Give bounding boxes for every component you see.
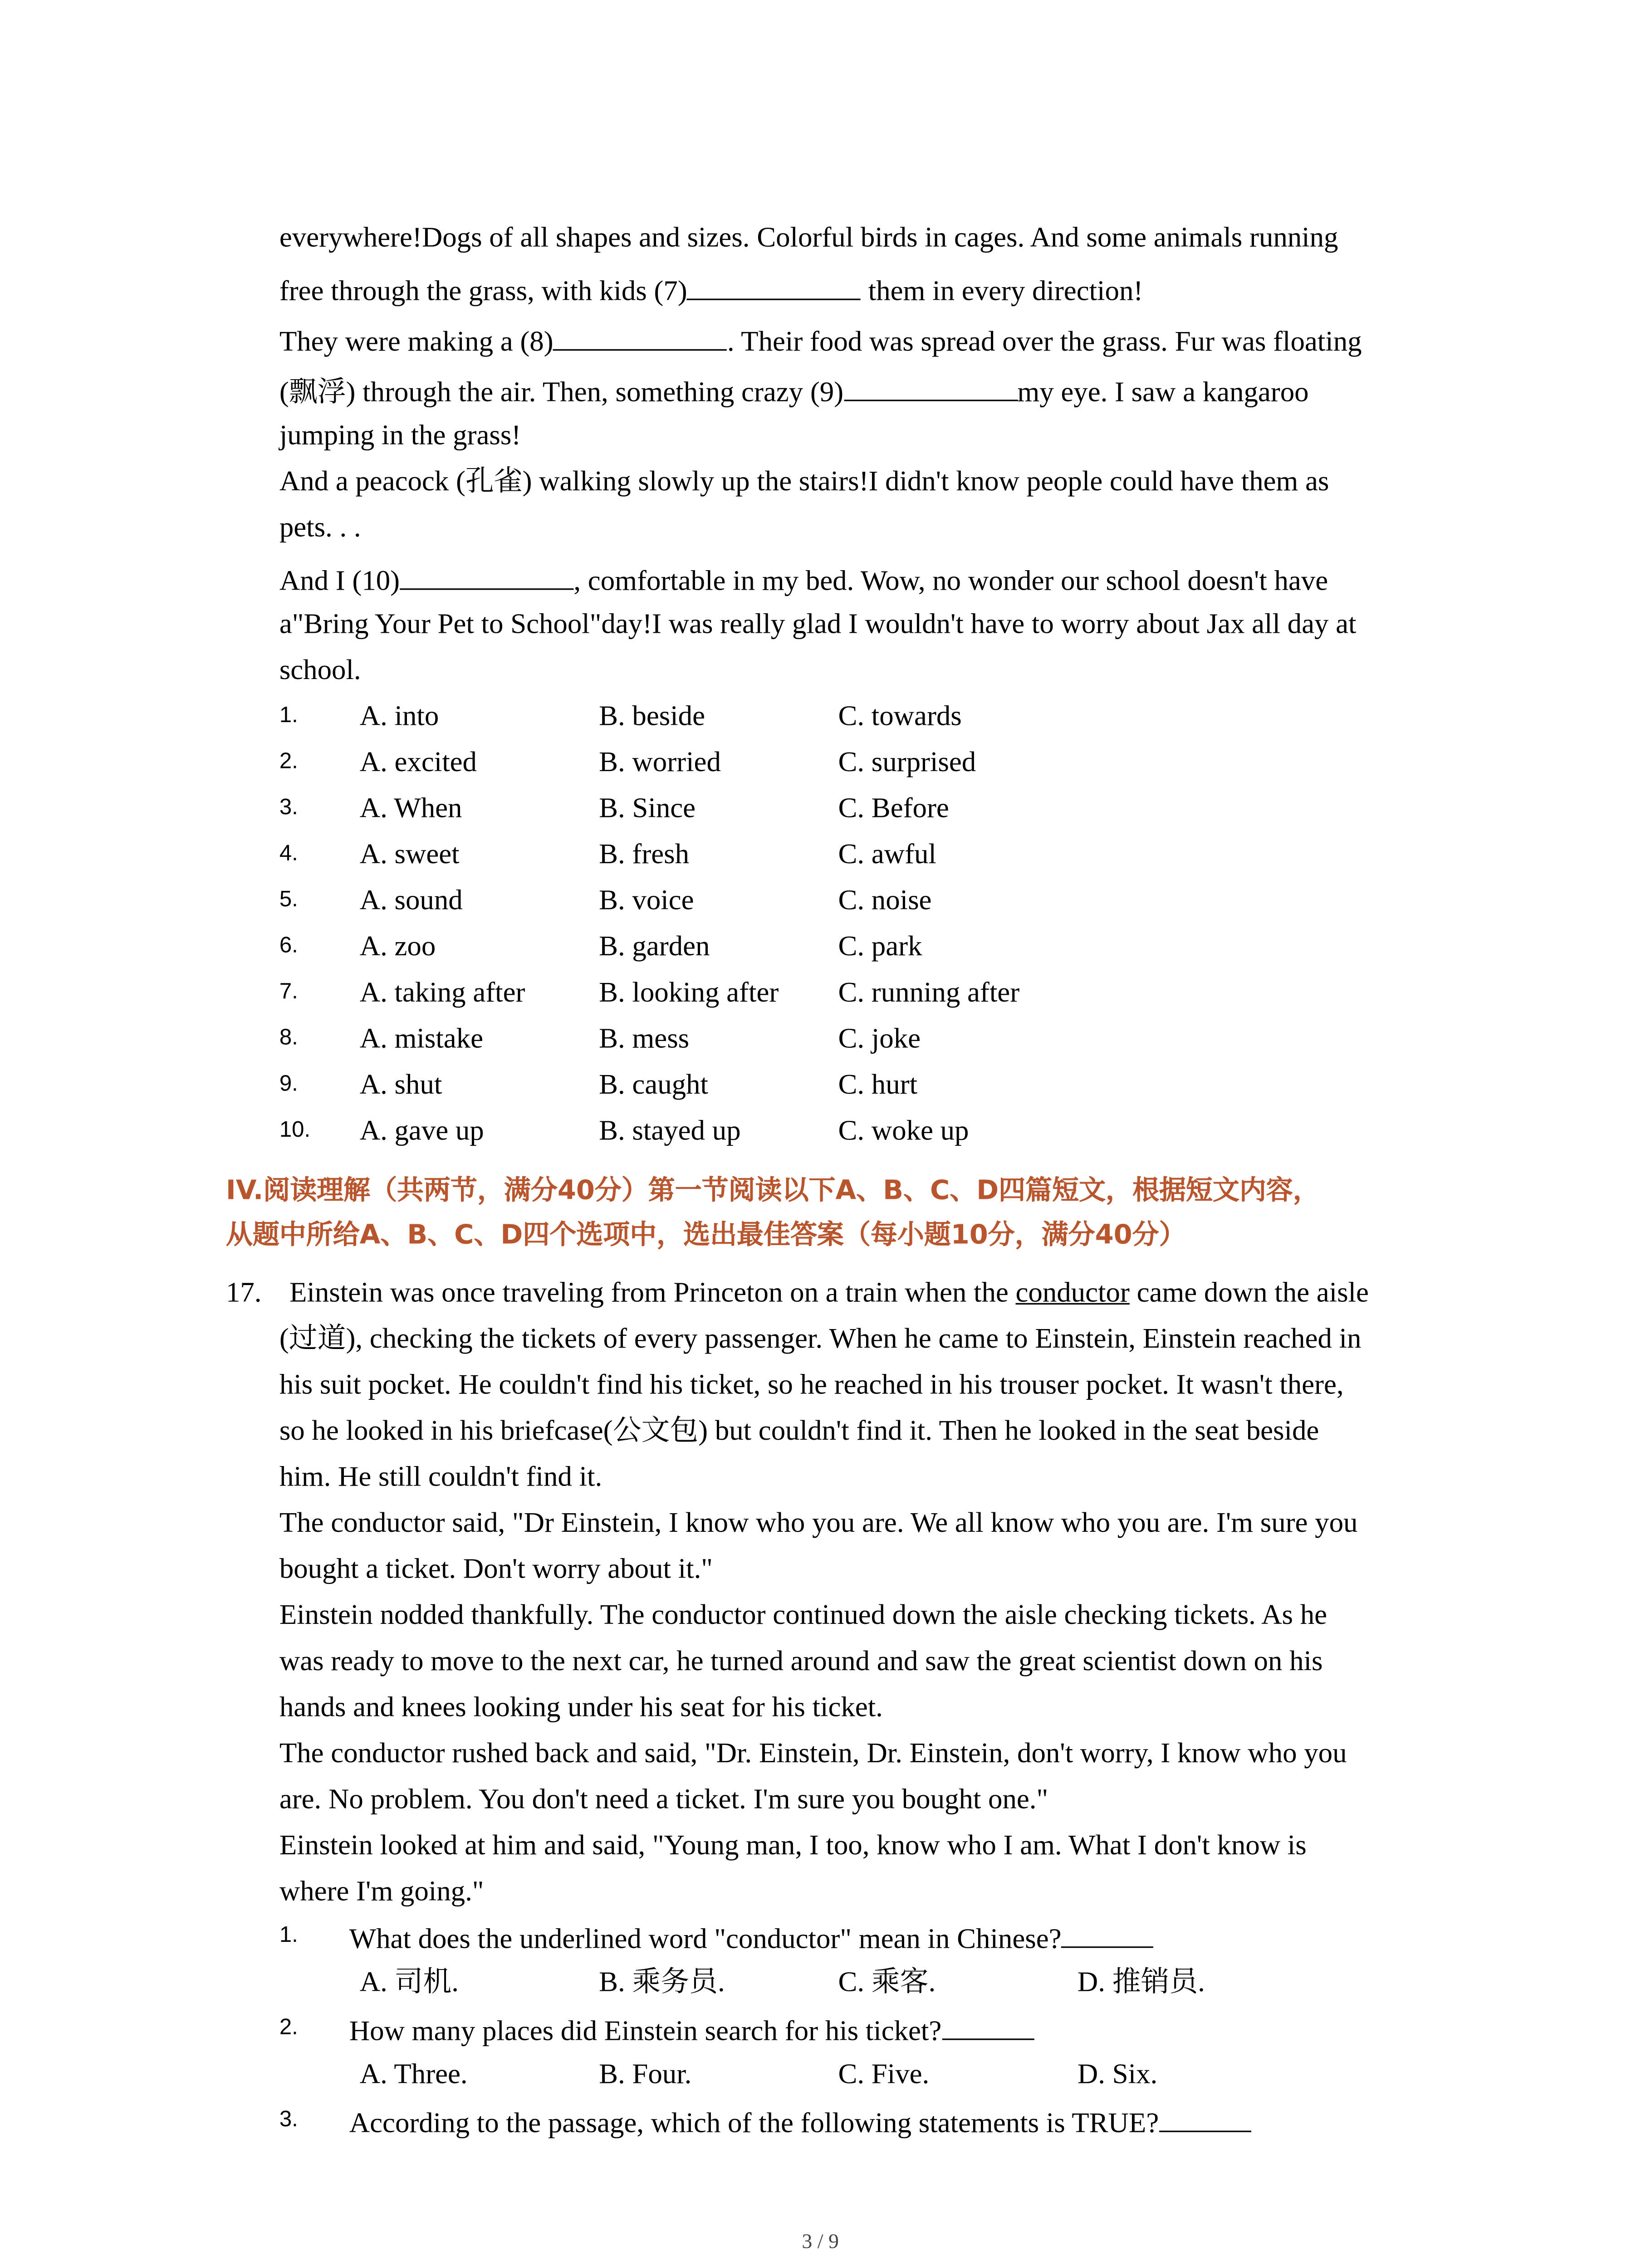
passage-line: a"Bring Your Pet to School"day!I was really glad I wouldn't have to worry about Jax all day at — [279, 609, 1357, 640]
section-heading: 从题中所给A、B、C、D四个选项中，选出最佳答案（每小题10分，满分40分） — [225, 1220, 1186, 1251]
option-a[interactable]: A. mistake — [359, 1023, 484, 1055]
option-a[interactable]: A. 司机. — [359, 1967, 459, 1999]
option-c[interactable]: C. woke up — [838, 1115, 969, 1147]
passage-line: The conductor said, "Dr Einstein, I know who you are. We all know who you are. I'm sure you — [279, 1508, 1358, 1540]
option-c[interactable]: C. Five. — [838, 2059, 930, 2091]
passage-line: so he looked in his briefcase(公文包) but couldn't find it. Then he looked in the seat beside — [279, 1416, 1319, 1447]
option-b[interactable]: B. 乘务员. — [599, 1967, 725, 1999]
passage-line: The conductor rushed back and said, "Dr. Einstein, Dr. Einstein, don't worry, I know who you — [279, 1738, 1347, 1770]
answer-blank-10[interactable] — [400, 565, 573, 590]
option-b[interactable]: B. beside — [599, 701, 705, 733]
passage-line: free through the grass, with kids (7) them in every direction! — [279, 275, 1143, 306]
answer-blank[interactable] — [941, 2015, 1034, 2040]
question-stem: How many places did Einstein search for his ticket? — [349, 2015, 1034, 2046]
passage-line: pets. . . — [279, 513, 361, 544]
option-a[interactable]: A. shut — [359, 1070, 442, 1101]
document-page: everywhere!Dogs of all shapes and sizes. Colorful birds in cages. And some animals running free through the grass, with kids (7) them in every direction! They were making a (8) . Their food was spread over the grass. Fur was floating (飘浮) through the air. Then, something crazy (9) my eye. I saw a kangaroo jumping in the grass! And a peacock (孔雀) walking slowly up the stairs!I didn't know people could have them as pets. . . And I (10) , comfortable in my bed. Wow, no wonder our school doesn't have a"Bring Your Pet to School"day!I was really glad I wouldn't have to worry about Jax all day at school. 1. A. into B. beside C. towards 2. A. excited B. worried C. surprised 3. A. When B. Since C. Before 4. A. sweet B. fresh C. awful 5. A. sound B. voice C. noise 6. A. zoo B. garden C. park 7. A. taking after B. looking after C. running after 8. A. mistake B. mess C. joke 9. A. shut B. caught C. hurt 10. A. gave up B. stayed up C. woke up IV.阅读理解（共两节，满分40分）第一节阅读以下A、B、C、D四篇短文，根据短文内容， 从题中所给A、B、C、D四个选项中，选出最佳答案（每小题10分，满分40分） 17. Einstein was once traveling from Princeton on a train when the conductor came down the aisle (过道), checking the tickets of every passenger. When he came to Einstein, Einstein reached in his suit pocket. He couldn't find his ticket, so he reached in his trouser pocket. It wasn't there, so he looked in his briefcase(公文包) but couldn't find it. Then he looked in the seat beside him. He still couldn't find it. The conductor said, "Dr Einstein, I know who you are. We all know who you are. I'm sure you bought a ticket. Don't worry about it." Einstein nodded thankfully. The conductor continued down the aisle checking tickets. As he was ready to move to the next car, he turned around and saw the great scientist down on his hands and knees looking under his seat for his ticket. The conductor rushed back and said, "Dr. Einstein, Dr. Einstein, don't worry, I know who you are. No problem. You don't need a ticket. I'm sure you bought one." Einstein looked at him and said, "Young man, I too, know who I am. What I don't know is where I'm going." 1. What does the underlined word "conductor" mean in Chinese? A. 司机. B. 乘务员. C. 乘客. D. 推销员. 2. How many places did Einstein search for his ticket? A. Three. B. Four. C. Five. D. Six. 3. According to the passage, which of the following statements is TRUE? 3 / 9 — [0, 0, 1641, 2268]
option-a[interactable]: A. gave up — [359, 1115, 484, 1147]
page-number: 3 / 9 — [802, 2231, 839, 2254]
option-c[interactable]: C. park — [838, 931, 922, 963]
option-d[interactable]: D. 推销员. — [1077, 1967, 1205, 1999]
option-c[interactable]: C. awful — [838, 839, 936, 871]
answer-blank-7[interactable] — [687, 275, 861, 300]
option-a[interactable]: A. Three. — [359, 2059, 468, 2091]
passage-line: are. No problem. You don't need a ticket. I'm sure you bought one." — [279, 1784, 1048, 1816]
option-c[interactable]: C. surprised — [838, 747, 976, 779]
option-a[interactable]: A. taking after — [359, 978, 525, 1009]
passage-line: Einstein nodded thankfully. The conductor continued down the aisle checking tickets. As he — [279, 1600, 1327, 1632]
option-a[interactable]: A. sound — [359, 885, 463, 917]
question-stem: According to the passage, which of the following statements is TRUE? — [349, 2107, 1251, 2138]
question-stem: What does the underlined word "conductor" mean in Chinese? — [349, 1923, 1154, 1954]
option-c[interactable]: C. Before — [838, 793, 949, 825]
passage-line: bought a ticket. Don't worry about it." — [279, 1554, 713, 1586]
passage-line: where I'm going." — [279, 1877, 484, 1908]
option-b[interactable]: B. Four. — [599, 2059, 692, 2091]
passage-line: Einstein looked at him and said, "Young man, I too, know who I am. What I don't know is — [279, 1830, 1307, 1862]
passage-line: everywhere!Dogs of all shapes and sizes. Colorful birds in cages. And some animals running — [279, 223, 1338, 254]
passage-line: jumping in the grass! — [279, 420, 521, 452]
section-heading: IV.阅读理解（共两节，满分40分）第一节阅读以下A、B、C、D四篇短文，根据短文内容， — [225, 1175, 1320, 1207]
option-c[interactable]: C. 乘客. — [838, 1967, 936, 1999]
passage-line: (过道), checking the tickets of every passenger. When he came to Einstein, Einstein reached in — [279, 1324, 1362, 1355]
option-c[interactable]: C. towards — [838, 701, 962, 733]
option-a[interactable]: A. zoo — [359, 931, 436, 963]
passage-line: his suit pocket. He couldn't find his ticket, so he reached in his trouser pocket. It wasn't there, — [279, 1370, 1344, 1401]
option-a[interactable]: A. sweet — [359, 839, 460, 871]
option-c[interactable]: C. running after — [838, 978, 1020, 1009]
underlined-word: conductor — [1015, 1278, 1130, 1309]
answer-blank[interactable] — [1062, 1923, 1154, 1948]
answer-blank[interactable] — [1159, 2107, 1251, 2132]
option-b[interactable]: B. looking after — [599, 978, 779, 1009]
option-a[interactable]: A. excited — [359, 747, 477, 779]
option-b[interactable]: B. caught — [599, 1070, 708, 1101]
option-b[interactable]: B. worried — [599, 747, 721, 779]
passage-line: him. He still couldn't find it. — [279, 1462, 603, 1493]
passage-line: hands and knees looking under his seat for his ticket. — [279, 1692, 883, 1724]
question-number: 17. — [225, 1278, 262, 1309]
option-c[interactable]: C. noise — [838, 885, 932, 917]
option-b[interactable]: B. fresh — [599, 839, 690, 871]
option-b[interactable]: B. mess — [599, 1023, 690, 1055]
passage-line: And a peacock (孔雀) walking slowly up the stairs!I didn't know people could have them as — [279, 466, 1329, 498]
option-b[interactable]: B. stayed up — [599, 1115, 741, 1147]
option-b[interactable]: B. garden — [599, 931, 710, 963]
passage-line: They were making a (8) . Their food was spread over the grass. Fur was floating — [279, 325, 1362, 357]
passage-line: school. — [279, 655, 361, 687]
option-a[interactable]: A. into — [359, 701, 439, 733]
option-c[interactable]: C. joke — [838, 1023, 921, 1055]
option-d[interactable]: D. Six. — [1077, 2059, 1158, 2091]
option-b[interactable]: B. Since — [599, 793, 696, 825]
passage-first-line: 17. Einstein was once traveling from Princeton on a train when the conductor came down the aisle — [225, 1278, 1369, 1309]
passage-line: (飘浮) through the air. Then, something crazy (9) my eye. I saw a kangaroo — [279, 376, 1309, 407]
passage-line: And I (10) , comfortable in my bed. Wow, no wonder our school doesn't have — [279, 565, 1328, 596]
answer-blank-9[interactable] — [843, 376, 1017, 401]
option-a[interactable]: A. When — [359, 793, 462, 825]
passage-line: was ready to move to the next car, he turned around and saw the great scientist down on his — [279, 1646, 1323, 1678]
answer-blank-8[interactable] — [554, 325, 727, 351]
option-c[interactable]: C. hurt — [838, 1070, 918, 1101]
option-b[interactable]: B. voice — [599, 885, 694, 917]
